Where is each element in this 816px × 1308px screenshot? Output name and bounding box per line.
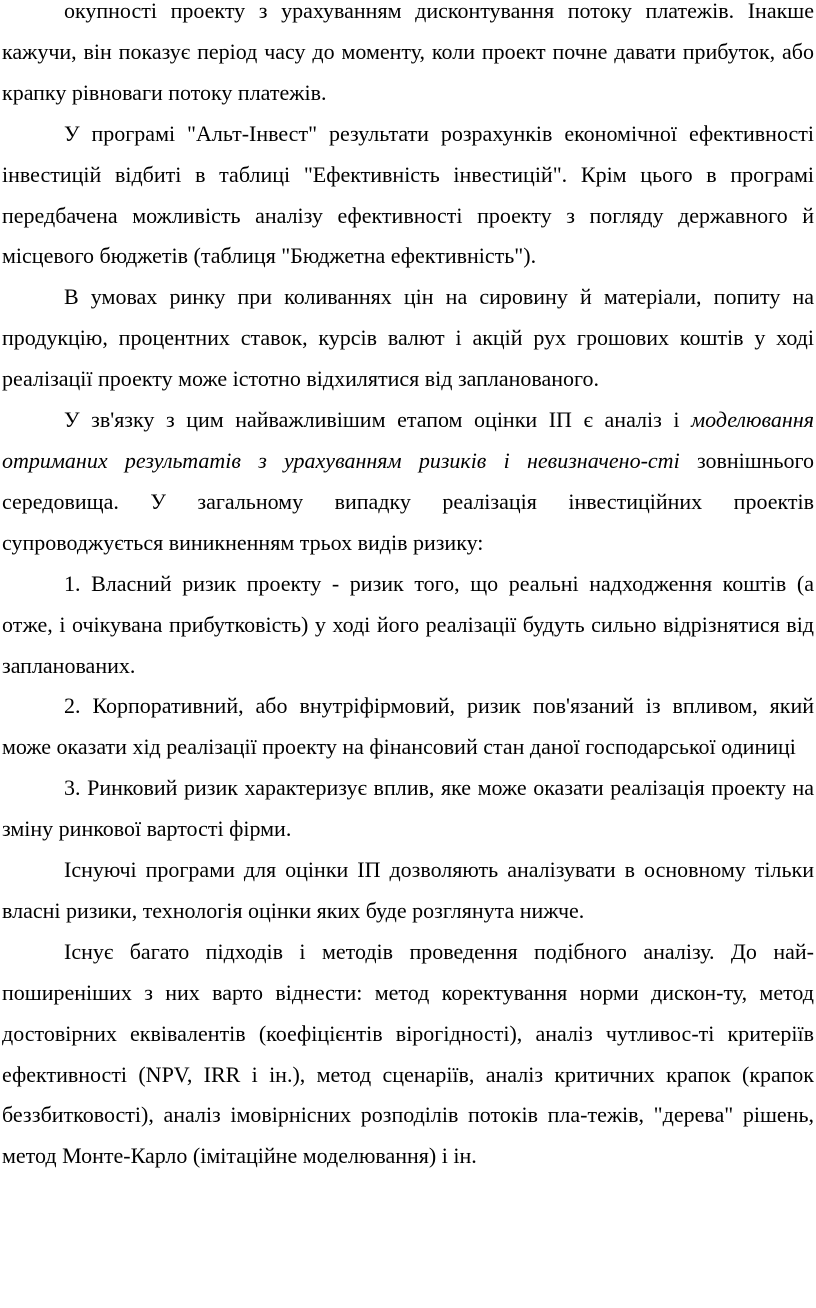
paragraph-existing-programs: Існуючі програми для оцінки ІП дозволяють аналізувати в основному тільки власні ризики, технологія оцінки яких буде розглянута нижче. [2,857,814,923]
paragraph-own-risk: 1. Власний ризик проекту - ризик того, що реальні надходження коштів (а отже, і очікувана прибутковість) у ході його реалізації будуть сильно відрізнятися від запланованих. [2,570,814,678]
paragraph-risk-analysis-lead: У зв'язку з цим найважливішим етапом оцінки ІП є аналіз і [64,407,692,433]
paragraph-risk-analysis-emphasis: моделювання отриманих результатів з урахуванням ризиків і невизначено-сті [2,407,814,473]
paragraph-methods: Існує багато підходів і методів проведення подібного аналізу. До най-поширеніших з них варто віднести: метод коректування норми дискон-ту, метод достовірних еквівалентів (коефіцієнтів вірогідності), аналіз чутливос-ті критеріїв ефективності (NPV, IRR і ін.), метод сценаріїв, аналіз критичних крапок (крапок беззбитковості), аналіз імовірнісних розподілів потоків пла-тежів, "дерева" рішень, метод Монте-Карло (імітаційне моделювання) і ін. [2,938,814,1169]
paragraph-corporate-risk: 2. Корпоративний, або внутріфірмовий, ризик пов'язаний із впливом, який може оказати хід реалізації проекту на фінансовий стан даної господарської одиниці [2,693,814,760]
paragraph-risk-analysis-tail: зовнішнього середовища. У загальному випадку реалізація інвестиційних проектів супроводжується виникненням трьох видів ризику: [2,447,815,555]
paragraph-alt-invest: У програмі "Альт-Інвест" результати розрахунків економічної ефективності інвестицій відбиті в таблиці "Ефективність інвестицій". Крім цього в програмі передбачена можливість аналізу ефективності проекту з погляду державного й місцевого бюджетів (таблиця "Бюджетна ефективність"). [2,120,814,269]
paragraph-risk-analysis [2,400,814,564]
paragraph-market-conditions: В умовах ринку при коливаннях цін на сировину й матеріали, попиту на продукцію, процентних ставок, курсів валют і акцій рух грошових коштів у ході реалізації проекту може істотно відхилятися від запланованого. [2,284,814,392]
paragraph-payback-period: окупності проекту з урахуванням дисконтування потоку платежів. Інакше кажучи, він показує період часу до моменту, коли проект почне давати прибуток, або крапку рівноваги потоку платежів. [2,0,814,105]
paragraph-market-risk: 3. Ринковий ризик характеризує вплив, яке може оказати реалізація проекту на зміну ринкової вартості фірми. [2,775,814,842]
